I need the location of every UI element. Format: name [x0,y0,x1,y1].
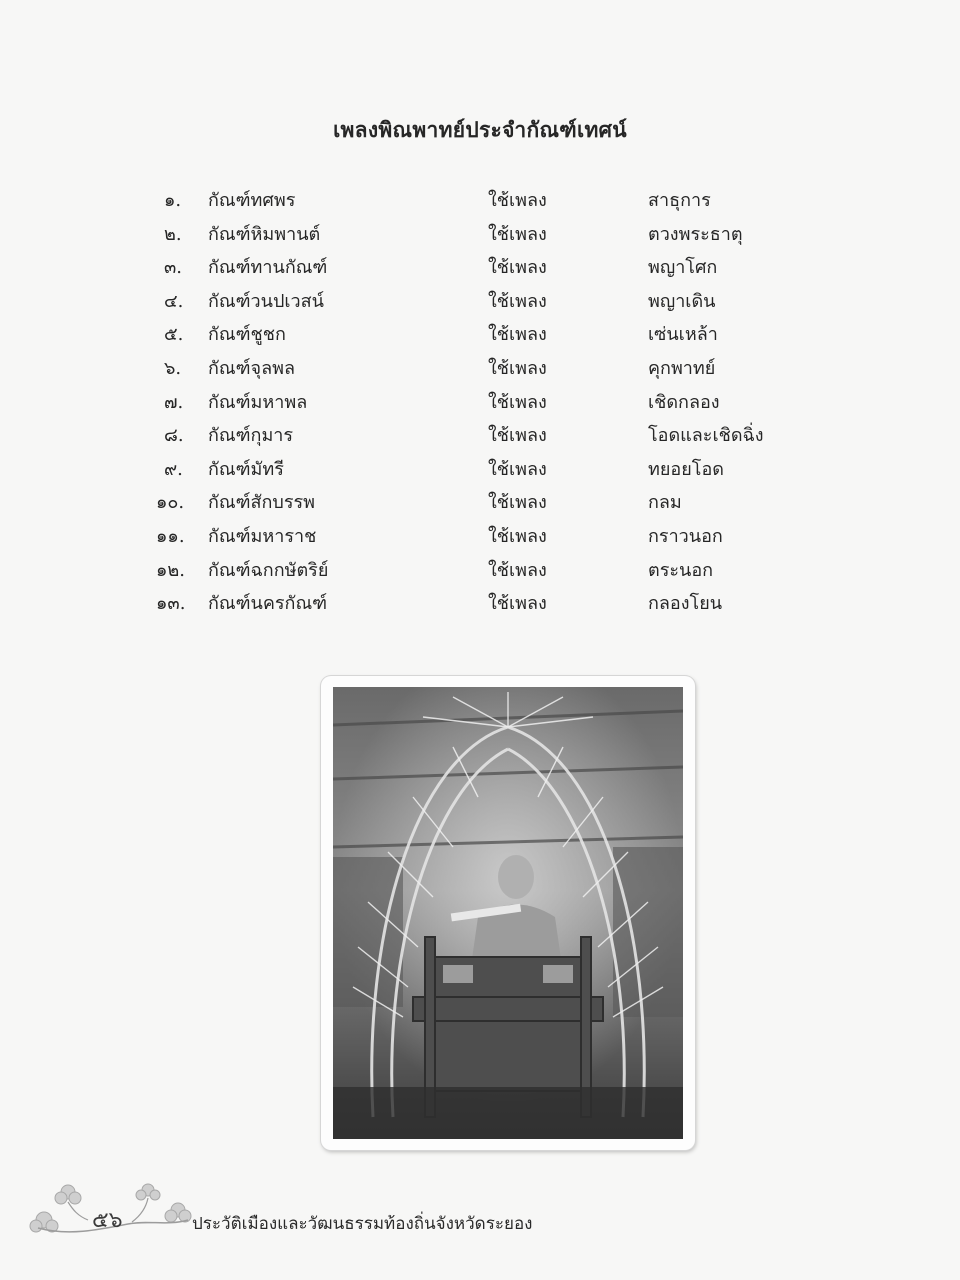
song-name: กราวนอก [648,525,723,547]
uses-song-label: ใช้เพลง [488,492,547,514]
page-footer [0,1180,960,1250]
song-name: พญาเดิน [648,290,716,312]
page-number: ๕๖ [92,1208,123,1233]
entry-number: ๗. [164,391,184,413]
entry-number: ๘. [164,425,184,447]
kan-name: กัณฑ์ชูชก [208,324,286,346]
kan-name: กัณฑ์มหาพล [208,391,308,413]
list-item [0,554,960,588]
song-name: ทยอยโอด [648,458,724,480]
uses-song-label: ใช้เพลง [488,190,547,211]
uses-song-label: ใช้เพลง [488,257,547,279]
uses-song-label: ใช้เพลง [488,559,547,581]
song-name: เซ่นเหล้า [648,324,718,346]
list-item [0,486,960,520]
uses-song-label: ใช้เพลง [488,593,547,615]
kan-name: กัณฑ์วนปเวสน์ [208,290,324,312]
list-item [0,251,960,285]
photo-image [333,687,683,1139]
list-item [0,386,960,420]
kan-name: กัณฑ์ทานกัณฑ์ [208,257,328,279]
entry-number: ๑. [164,190,182,211]
uses-song-label: ใช้เพลง [488,458,547,480]
song-name: กลม [648,492,682,514]
kan-name: กัณฑ์สักบรรพ [208,492,316,514]
uses-song-label: ใช้เพลง [488,525,547,547]
entry-number: ๑๑. [156,525,185,547]
uses-song-label: ใช้เพลง [488,324,547,346]
uses-song-label: ใช้เพลง [488,290,547,312]
uses-song-label: ใช้เพลง [488,223,547,245]
kan-name: กัณฑ์จุลพล [208,357,296,379]
list-item [0,218,960,252]
entry-number: ๖. [164,357,182,379]
entry-number: ๙. [164,458,183,480]
list-item [0,318,960,352]
kan-name: กัณฑ์นครกัณฑ์ [208,593,328,615]
entry-number: ๒. [164,223,182,245]
song-name: คุกพาทย์ [648,357,716,379]
list-item [0,587,960,621]
uses-song-label: ใช้เพลง [488,391,547,413]
monk-preaching-photo [321,676,695,1150]
list-item [0,184,960,218]
uses-song-label: ใช้เพลง [488,425,547,447]
entry-number: ๓. [164,257,183,279]
list-item [0,285,960,319]
kan-name: กัณฑ์มหาราช [208,525,317,547]
kan-name: กัณฑ์มัทรี [208,458,284,480]
kan-name: กัณฑ์หิมพานต์ [208,223,321,245]
entry-number: ๔. [164,290,184,312]
song-name: พญาโศก [648,257,718,279]
list-item [0,352,960,386]
song-name: เชิดกลอง [648,391,720,413]
list-item [0,520,960,554]
song-name: สาธุการ [648,190,711,211]
kan-song-list [0,184,960,621]
song-name: ตระนอก [648,559,714,581]
uses-song-label: ใช้เพลง [488,357,547,379]
list-item [0,453,960,487]
entry-number: ๑๒. [156,559,186,581]
kan-name: กัณฑ์กุมาร [208,425,294,447]
book-title: ประวัติเมืองและวัฒนธรรมท้องถิ่นจังหวัดระยอง [192,1214,533,1234]
entry-number: ๕. [164,324,184,346]
page-title: เพลงพิณพาทย์ประจำกัณฑ์เทศน์ [333,117,627,142]
entry-number: ๑๓. [156,593,186,615]
kan-name: กัณฑ์ฉกกษัตริย์ [208,559,329,581]
song-name: ตวงพระธาตุ [648,223,743,245]
entry-number: ๑๐. [156,492,185,514]
song-name: กลองโยน [648,593,723,615]
song-name: โอดและเชิดฉิ่ง [648,425,764,447]
list-item [0,419,960,453]
kan-name: กัณฑ์ทศพร [208,190,296,211]
